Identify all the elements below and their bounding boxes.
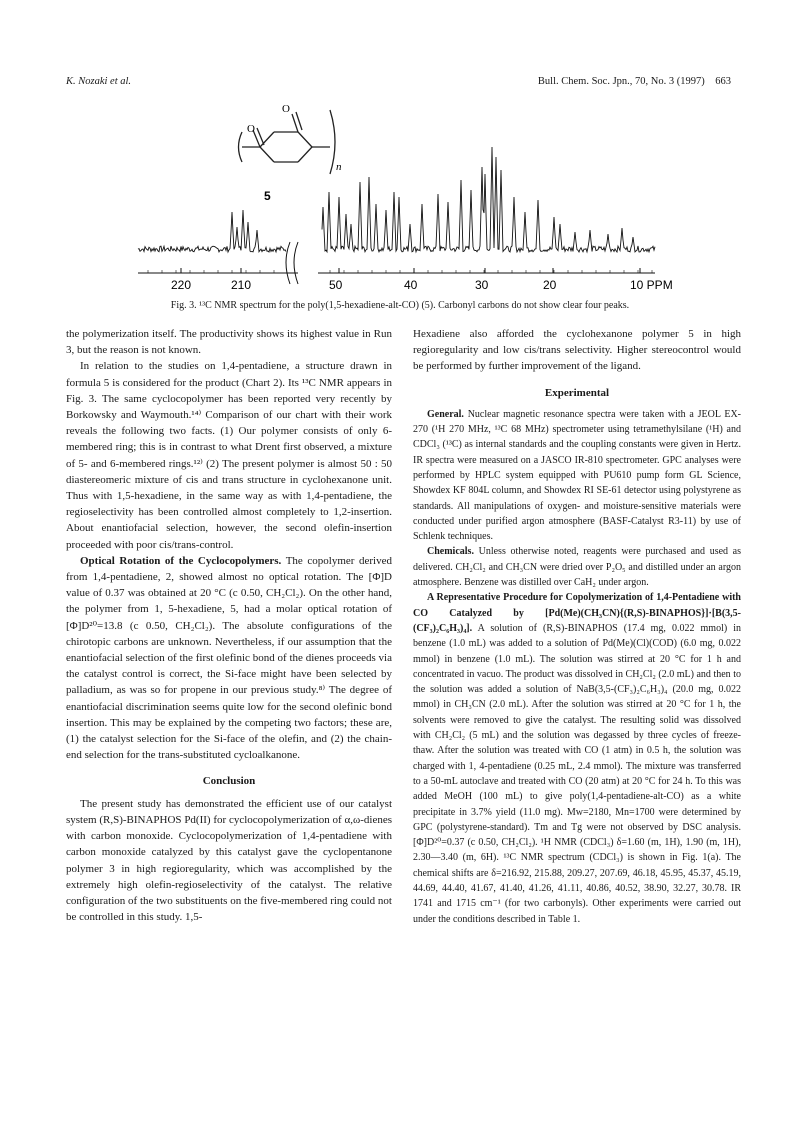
paragraph-heading: General.: [427, 408, 464, 420]
axis-ticks: [148, 268, 673, 292]
running-header-journal: [538, 76, 731, 87]
section-heading: Conclusion: [202, 775, 256, 788]
compound-number: 5: [264, 189, 271, 203]
axis-tick-label: 210: [231, 278, 252, 292]
axis-tick-label: 40: [404, 278, 418, 292]
polymer-structure: [239, 110, 336, 174]
paragraph: [66, 796, 392, 926]
paragraph: [66, 358, 392, 552]
paragraph-text: Nuclear magnetic resonance spectra were taken with a JEOL EX-270 (¹H 270 MHz, ¹³C 68 MHz) spectrometer using tetramethylsilane (¹H) and CDCl₃ (¹³C) as internal standards and the coupling constants were given in Hertz. IR spectra were measured on a JASCO IR-810 spectrometer. GPC analyses were performed by HPLC system equipped with PU610 pump form GL Science, Showdex KF 804L column, and Showdex RI SE-61 detector using polystyrene as standards. All manipulations of oxygen- and moisture-sensitive materials were conducted under purified argon atmosphere (BASF-Catalyst R3-11) by use of Schlenk techniques.: [413, 408, 742, 543]
paragraph-heading: A Representative Procedure for Copolymerization of 1,4-Pentadiene with CO Catalyzed by [Pd(Me)(CH₃CN){(R,S)-BINAPHOS}]·[B(3,5-(CF₃)₂C₆H₃)₄].: [413, 592, 741, 634]
paragraph-heading: Chemicals.: [427, 546, 474, 558]
right-column: [413, 326, 741, 927]
nmr-spectrum-svg: [60, 92, 740, 302]
paragraph: [413, 544, 741, 590]
oxygen-label-1: O: [247, 123, 255, 135]
paragraph: [413, 326, 741, 375]
paragraph-text: Hexadiene also afforded the cyclohexanone polymer 5 in high regioregularity and low cis/trans selectivity. Higher stereocontrol would be performed by further improvement of the ligand.: [413, 328, 741, 373]
paragraph-text: The present study has demonstrated the efficient use of our catalyst system (R,S)-BINAPHOS Pd(II) for cyclocopolymerization of α,ω-dienes with carbon monoxide. Cyclocopolymerization of 1,4-pentadiene with carbon monoxide catalyzed by this catalyst gave the cyclopentanone polymer 3 in high regioregularity, which was accomplished by the extremely high olefin-regioselectivity of the catalyst. The relative configuration of the two substituents on the five-membered ring could not be controlled in this study. 1,5-: [66, 797, 392, 924]
nmr-figure: [60, 92, 740, 322]
axis-tick-label: 220: [171, 278, 192, 292]
paragraph-text: In relation to the studies on 1,4-pentadiene, a structure drawn in formula 5 is considered for the product (Chart 2). Its ¹³C NMR appears in Fig. 3. The same cyclocopolymer has been reported very recently by Borkowsky and Waymouth.¹⁴⁾ Comparison of our chart with their work reveals the following two facts. (1) Our polymer consists of only 6-membered ring; this is in contrast to what Drent first observed, a mixture of 5- and 6-membered rings.¹²⁾ (2) The present polymer is almost 50 : 50 diastereomeric mixture of cis and trans structure in cyclohexanone unit. Thus with 1,5-hexadiene, in the same way as with 1,4-pentadiene, the regioselectivity has been controlled almost completely to 1,2-insertion. About enantiofacial selection, however, the second olefin-insertion proceeded with poor cis/trans-control.: [66, 360, 392, 551]
paragraph: [66, 553, 392, 764]
spectrum-trace: [138, 147, 655, 252]
page-number: 663: [715, 76, 731, 87]
oxygen-label-2: O: [282, 103, 290, 115]
left-column: [66, 326, 392, 925]
axis-break: [286, 242, 298, 284]
axis-tick-label: 30: [475, 278, 489, 292]
subscript-n: n: [336, 161, 342, 173]
paragraph: [413, 590, 741, 927]
journal-citation: Bull. Chem. Soc. Jpn., 70, No. 3 (1997): [537, 76, 705, 87]
paragraph-text: A solution of (R,S)-BINAPHOS (17.4 mg, 0.022 mmol) in benzene (1.0 mL) was added to a solution of Pd(Me)(Cl)(COD) (6.0 mg, 0.022 mmol) in benzene (1.0 mL). The solution was stirred at 20 °C for 1 h and concentrated in vacuo. The product was dissolved in CH₂Cl₂ (2.0 mL) and then to the solution was added a solution of NaB(3,5-(CF₃)₂C₆H₃)₄ (20.0 mg, 0.022 mmol) in CH₃CN (2.0 mL). After the solution was stirred at 20 °C for 1 h, the solvents were removed to give the catalyst. The resulting solid was dissolved with CH₂Cl₂ (5 mL) and the solution was degassed by three cycles of freeze-thaw. After the solution was treated with CO (1 atm) in 0.5 h, the solution was charged with 1, 4-pentadiene (0.25 mL, 2.4 mmol). The mixture was transferred to a 50-mL autoclave and treated with CO (20 atm) at 20 °C for 24 h. To this was added MeOH (100 mL) to give poly(1,4-pentadiene-alt-CO) as a white precipitate in 3.7% yield (11.0 mg). Mw=2180, Mn=1700 were determined by GPC (polystyrene-standard). Tm and Tg were not observed by DSC analysis. [Φ]D²⁰=0.37 (c 0.50, CH₂Cl₂). ¹H NMR (CDCl₃) δ=1.60 (m, 1H), 1.90 (m, 1H), 2.30—3.40 (m, 6H). ¹³C NMR spectrum (CDCl₃) is shown in Fig. 1(a). The chemical shifts are δ=216.92, 215.88, 209.27, 207.69, 46.18, 45.95, 45.37, 45.19, 44.69, 44.40, 41.67, 41.40, 41.26, 41.11, 40.86, 40.52, 38.90, 32.27, 30.78. IR 1741 and 1715 cm⁻¹ (for two carbonyls). Other experiments were carried out under the conditions described in Table 1.: [413, 622, 741, 925]
paragraph-heading: Optical Rotation of the Cyclocopolymers.: [80, 554, 282, 567]
axis-tick-label: 10 PPM: [630, 278, 673, 292]
paragraph-text: Unless otherwise noted, reagents were purchased and used as delivered. CH₂Cl₂ and CH₃CN were dried over P₂O₅ and distilled under an argon atmosphere. Benzene was distilled over CaH₂ under argon.: [413, 546, 741, 589]
paragraph: [66, 326, 392, 358]
paragraph-text: the polymerization itself. The productivity shows its highest value in Run 3, but the reason is not known.: [66, 328, 392, 357]
section-heading: Experimental: [544, 386, 610, 399]
axis-tick-label: 50: [329, 278, 343, 292]
paragraph: [413, 407, 741, 545]
paragraph-text: The copolymer derived from 1,4-pentadiene, 2, showed almost no optical rotation. The [Φ]D value of 0.37 was obtained at 20 °C (c 0.50, CH₂Cl₂). On the other hand, the polymer from 1, 5-hexadiene, 5, had a molar optical rotation of [Φ]D²⁰=13.8 (c 0.50, CH₂Cl₂). The absolute configurations of the chirotopic carbons are unknown. Nevertheless, if our assumption that the enantiofacial selection of the first olefinic bond of the dienes proceeds via the catalyst control is correct, the Si-face might have been selected by palladium, as was so for propene in our previous study.⁸⁾ The degree of enantiofacial discrimination seems quite low for the second olefinic bond insertion. This may be explained by the competing two factors; these are, (1) the catalyst selection for the Si-face of the olefin, and (2) the chain-end selection for the trans-substituted cycloalkanone.: [66, 554, 392, 762]
running-header-authors: K. Nozaki et al.: [66, 76, 132, 87]
figure-caption: Fig. 3. ¹³C NMR spectrum for the poly(1,5-hexadiene-alt-CO) (5). Carbonyl carbons do not show clear four peaks.: [170, 300, 630, 311]
axis-tick-label: 20: [543, 278, 557, 292]
